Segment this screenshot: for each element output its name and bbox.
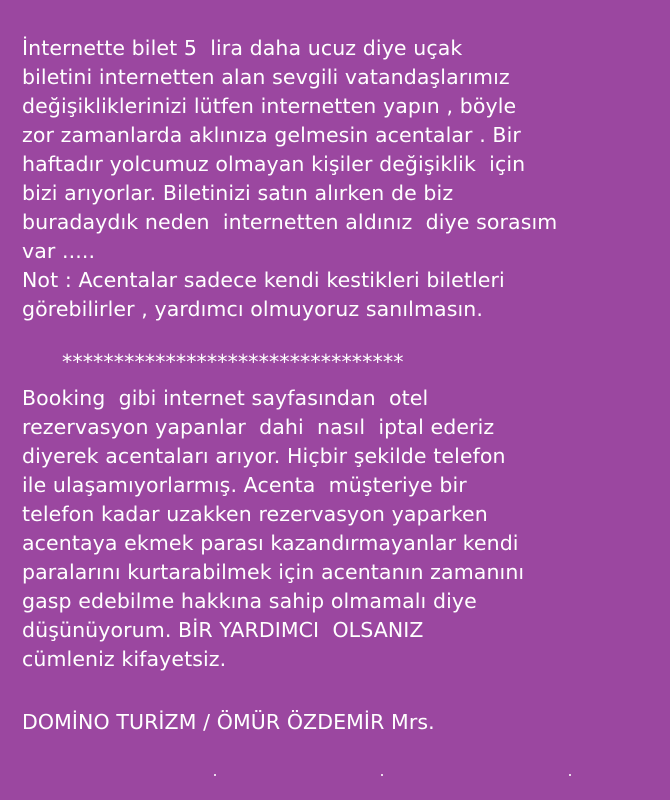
text-line: telefon kadar uzakken rezervasyon yaparken	[22, 502, 488, 526]
text-line: paralarını kurtarabilmek için acentanın zamanını	[22, 560, 525, 584]
text-line: İnternette bilet 5 lira daha ucuz diye uçak	[22, 36, 463, 60]
speck-dot	[569, 774, 571, 776]
text-line: bizi arıyorlar. Biletinizi satın alırken de biz	[22, 181, 454, 205]
note-line: Not : Acentalar sadece kendi kestikleri biletleri	[22, 268, 505, 292]
text-line: biletini internetten alan sevgili vatandaşlarımız	[22, 65, 510, 89]
notice-paragraph-1	[22, 34, 658, 324]
text-line: acentaya ekmek parası kazandırmayanlar kendi	[22, 531, 519, 555]
text-line: cümleniz kifayetsiz.	[22, 647, 227, 671]
text-line: zor zamanlarda aklınıza gelmesin acentalar . Bir	[22, 123, 521, 147]
text-line: Booking gibi internet sayfasından otel	[22, 386, 429, 410]
text-line: ile ulaşamıyorlarmış. Acenta müşteriye bir	[22, 473, 467, 497]
signature-text: DOMİNO TURİZM / ÖMÜR ÖZDEMİR Mrs.	[22, 710, 435, 734]
text-line: gasp edebilme hakkına sahip olmamalı diye	[22, 589, 477, 613]
text-line: var .....	[22, 239, 96, 263]
separator-text: *********************************	[62, 350, 404, 374]
text-line: diyerek acentaları arıyor. Hiçbir şekilde telefon	[22, 444, 506, 468]
signature	[22, 708, 658, 737]
asterisk-separator	[62, 348, 670, 377]
note-line: görebilirler , yardımcı olmuyoruz sanılmasın.	[22, 297, 483, 321]
text-line: buradaydık neden internetten aldınız diye sorasım	[22, 210, 558, 234]
text-line: değişikliklerinizi lütfen internetten yapın , böyle	[22, 94, 517, 118]
speck-dot	[214, 774, 216, 776]
text-line: rezervasyon yapanlar dahi nasıl iptal ederiz	[22, 415, 495, 439]
text-line: düşünüyorum. BİR YARDIMCI OLSANIZ	[22, 618, 424, 642]
text-line: haftadır yolcumuz olmayan kişiler değişiklik için	[22, 152, 526, 176]
notice-paragraph-2	[22, 384, 658, 674]
speck-dot	[381, 774, 383, 776]
